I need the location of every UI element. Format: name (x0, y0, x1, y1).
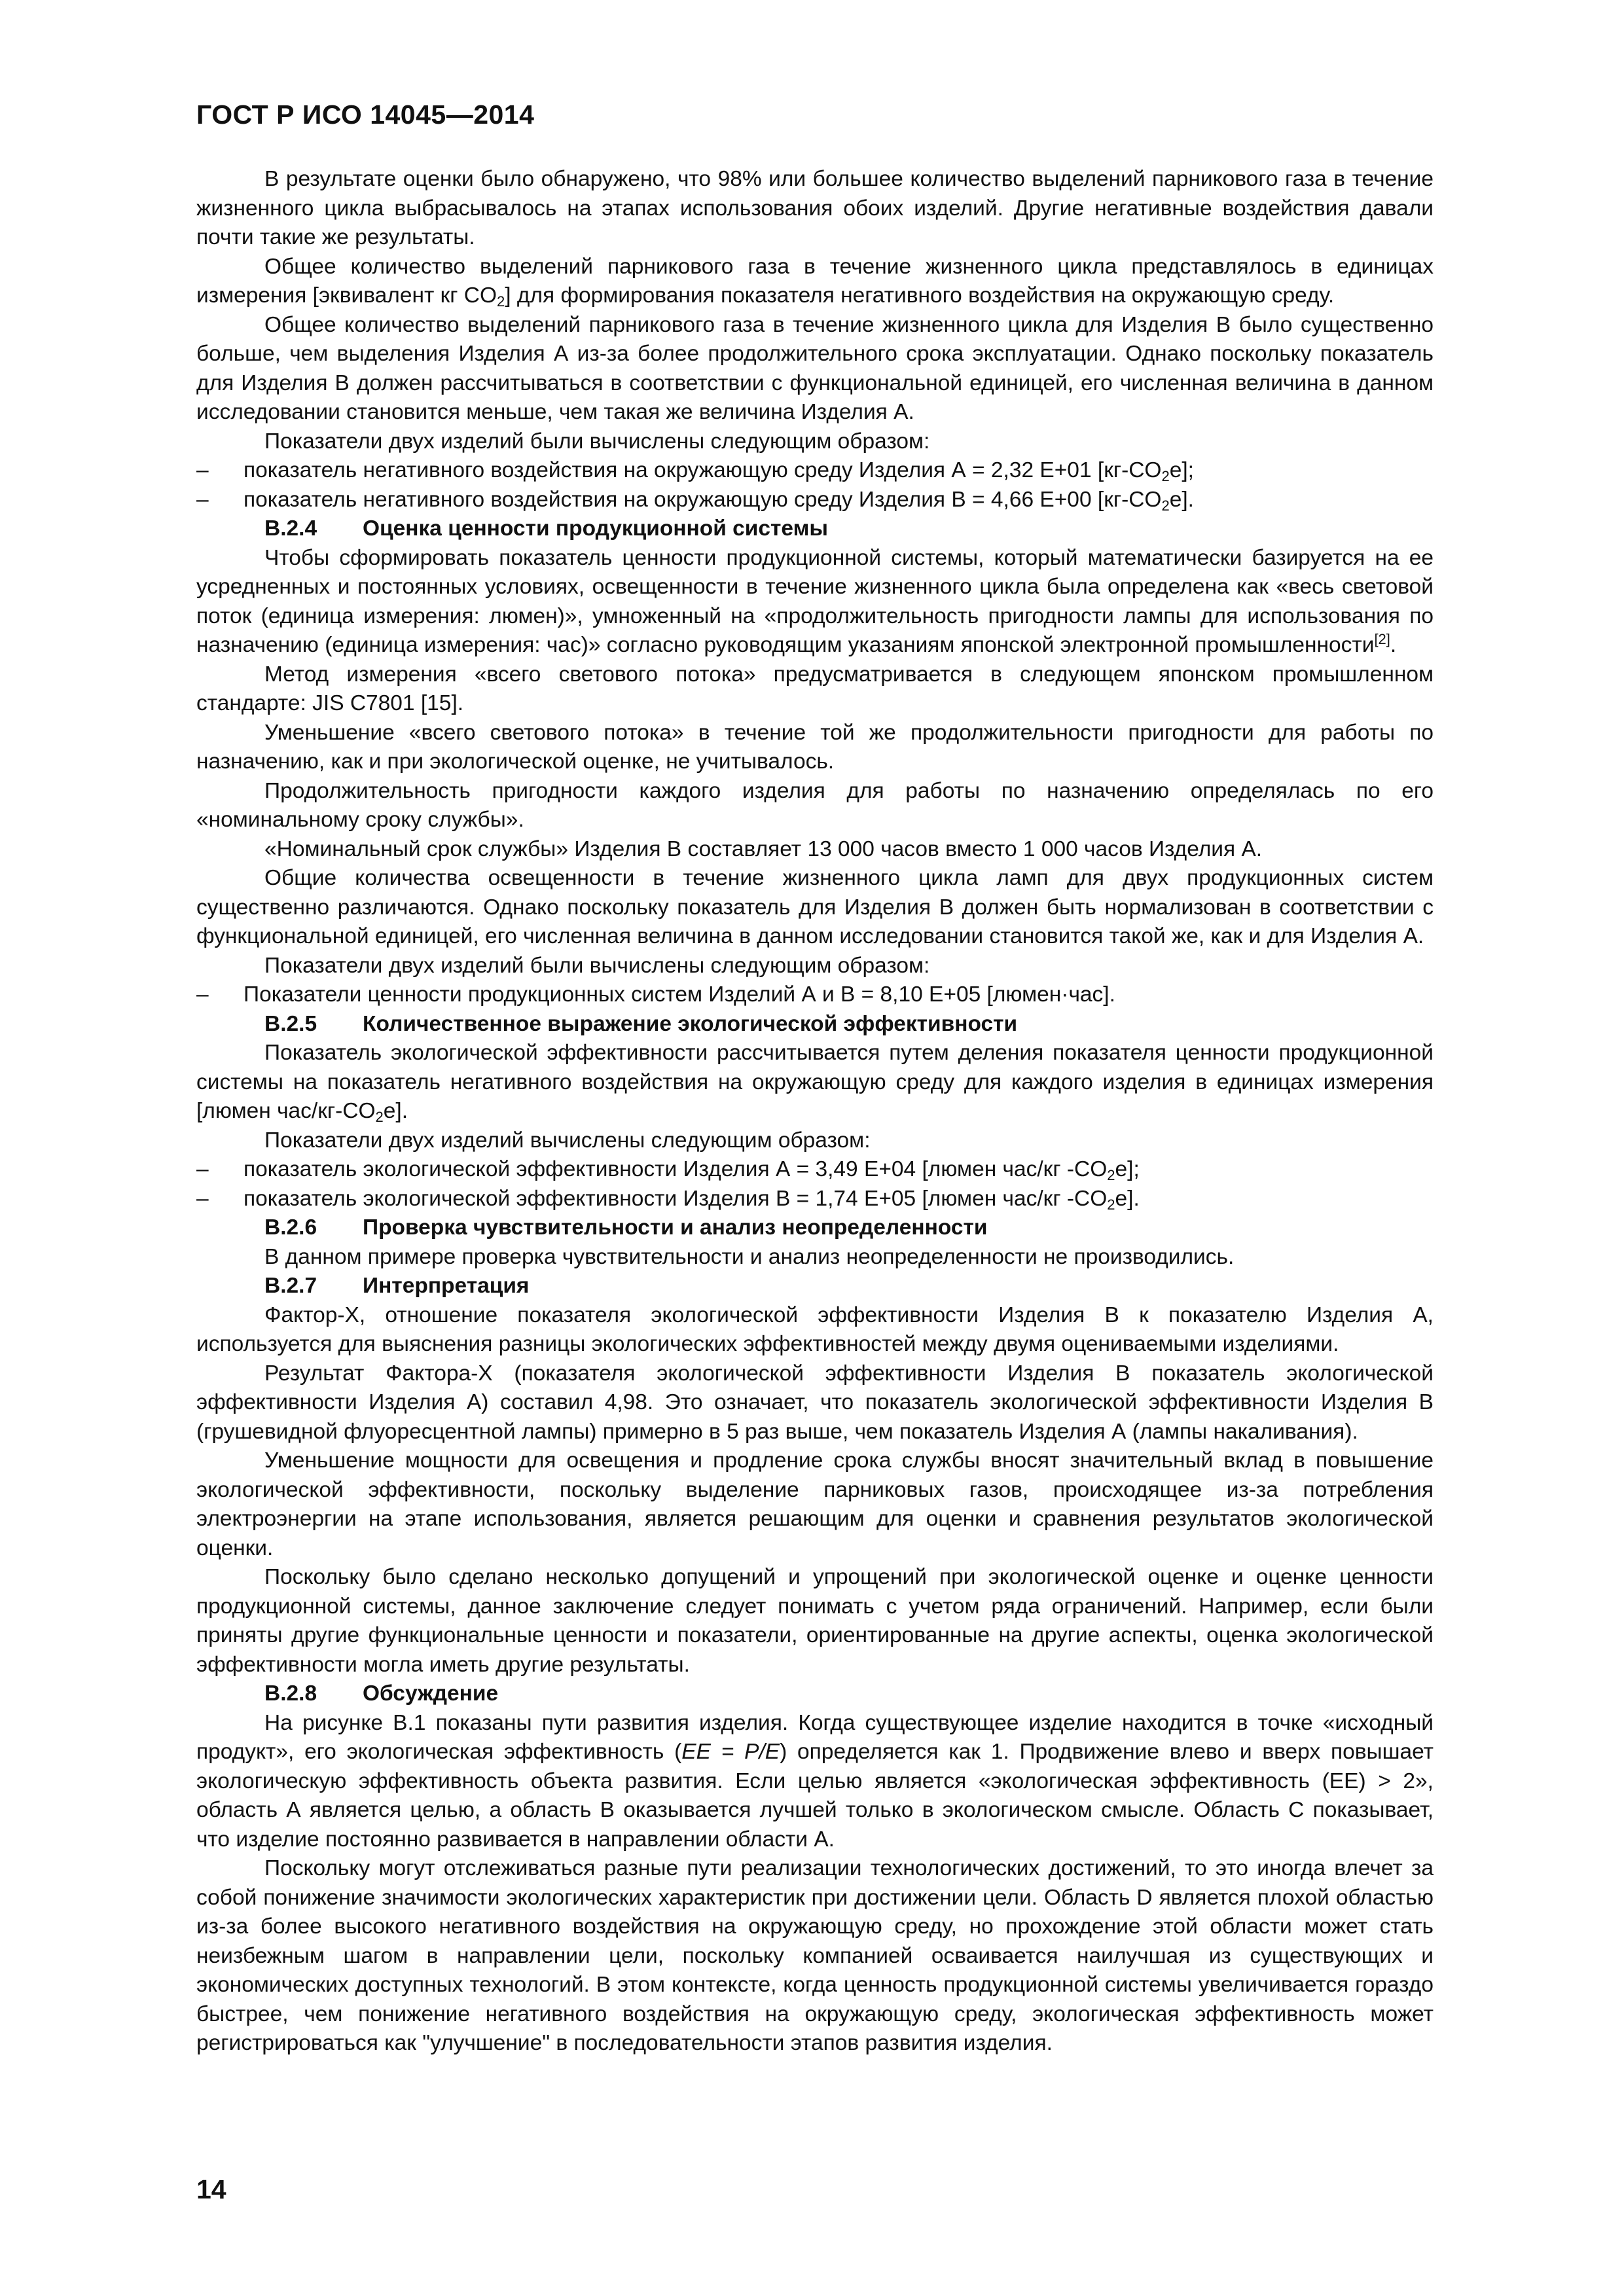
paragraph (196, 864, 1434, 952)
paragraph-text: Метод измерения «всего светового потока» предусматривается в следующем японском промышленном стандарте: JIS C7801 [15]. (196, 662, 1434, 715)
paragraph-text: Показатели двух изделий были вычислены следующим образом: (264, 429, 930, 454)
page-header-title: ГОСТ Р ИСО 14045—2014 (196, 99, 535, 130)
list-dash: – (196, 458, 209, 482)
paragraph (196, 253, 1434, 311)
paragraph (196, 165, 1434, 253)
subscript: 2 (1161, 468, 1170, 484)
paragraph (196, 1446, 1434, 1563)
paragraph (196, 777, 1434, 835)
subscript: 2 (375, 1109, 384, 1125)
paragraph (196, 1709, 1434, 1855)
paragraph-text: Показатели двух изделий были вычислены следующим образом: (264, 953, 930, 978)
section-number: В.2.6 (264, 1215, 317, 1240)
paragraph-text: Общее количество выделений парникового газа в течение жизненного цикла для Изделия В было существенно больше, чем выделения Изделия А из-за более продолжительного срока эксплуатации. Однако поскольку показатель для Изделия В должен рассчитываться в соответствии с функциональной единицей, его численная величина в данном исследовании становится меньше, чем такая же величина Изделия А. (196, 312, 1434, 424)
list-item-text (244, 456, 1434, 486)
section-heading (196, 1010, 1434, 1039)
paragraph-text: Продолжительность пригодности каждого изделия для работы по назначению определялась по его «номинальному сроку службы». (196, 778, 1434, 832)
paragraph-text: Показатели двух изделий вычислены следующим образом: (264, 1128, 871, 1153)
list-item (196, 980, 1434, 1010)
section-number: В.2.5 (264, 1011, 317, 1036)
paragraph (196, 1301, 1434, 1359)
paragraph (196, 1854, 1434, 2058)
paragraph-text: ] для формирования показателя негативного воздействия на окружающую среду. (505, 283, 1335, 308)
section-heading (196, 1213, 1434, 1243)
paragraph (196, 952, 1434, 981)
subscript: 2 (1107, 1196, 1115, 1213)
section-heading (196, 514, 1434, 544)
paragraph-text: Уменьшение мощности для освещения и продление срока службы вносят значительный вклад в повышение экологической эффективности, поскольку выделение парниковых газов, происходящее из-за потребления электроэнергии на этапе использования, является решающим для оценки и сравнения результатов экологической оценки. (196, 1448, 1434, 1560)
list-item-text (244, 1155, 1434, 1185)
paragraph-text: Показатель экологической эффективности рассчитывается путем деления показателя ценности продукционной системы на показатель негативного воздействия на окружающую среду для каждого изделия в единицах измерения [люмен час/кг-CO (196, 1041, 1434, 1123)
subscript: 2 (1107, 1167, 1115, 1183)
list-text: показатель негативного воздействия на окружающую среду Изделия В = 4,66 Е+00 [кг-CO (244, 487, 1162, 512)
list-item (196, 456, 1434, 486)
subscript: 2 (1161, 497, 1170, 514)
list-dash: – (196, 982, 209, 1007)
list-text: e]; (1169, 458, 1194, 482)
paragraph-text: . (1390, 633, 1397, 657)
list-item (196, 486, 1434, 515)
list-dash: – (196, 487, 209, 512)
paragraph (196, 427, 1434, 457)
list-text: показатель экологической эффективности Изделия В = 1,74 Е+05 [люмен час/кг -CO (244, 1186, 1108, 1211)
paragraph (196, 1126, 1434, 1156)
paragraph-text: Поскольку могут отслеживаться разные пути реализации технологических достижений, то это иногда влечет за собой понижение значимости экологических характеристик при достижении цели. Область D является плохой областью из-за более высокого негативного воздействия на окружающую среду, но прохождение этой области может стать неизбежным шагом в направлении цели, поскольку компанией осваивается наилучшая из существующих и экономических доступных технологий. В этом контексте, когда ценность продукционной системы увеличивается гораздо быстрее, чем понижение негативного воздействия на окружающую среду, экологическая эффективность может регистрироваться как "улучшение" в последовательности этапов развития изделия. (196, 1856, 1434, 2055)
section-title: Оценка ценности продукционной системы (363, 516, 828, 541)
paragraph (196, 835, 1434, 865)
section-title: Обсуждение (363, 1681, 499, 1706)
section-number: В.2.4 (264, 516, 317, 541)
paragraph (196, 660, 1434, 719)
paragraph (196, 719, 1434, 777)
paragraph-text: В результате оценки было обнаружено, что 98% или большее количество выделений парникового газа в течение жизненного цикла выбрасывалось на этапах использования обоих изделий. Другие негативные воздействия давали почти такие же результаты. (196, 167, 1434, 249)
paragraph-text: ) определяется как 1. Продвижение влево и вверх повышает экологическую эффективность объекта развития. Если целью является «экологическая эффективность (ЕЕ) > 2», область А является целью, а область В оказывается лучшей только в экологическом смысле. Область С показывает, что изделие постоянно развивается в направлении области А. (196, 1740, 1434, 1852)
paragraph-text: Уменьшение «всего светового потока» в течение той же продолжительности пригодности для работы по назначению, как и при экологической оценке, не учитывалось. (196, 720, 1434, 774)
list-text: e]; (1115, 1157, 1140, 1181)
list-text: e]. (1115, 1186, 1140, 1211)
section-number: В.2.8 (264, 1681, 317, 1706)
section-number: В.2.7 (264, 1274, 317, 1298)
list-item-text (244, 486, 1434, 515)
list-dash: – (196, 1186, 209, 1211)
section-title: Интерпретация (363, 1274, 530, 1298)
paragraph (196, 1243, 1434, 1272)
list-item-text (244, 1185, 1434, 1214)
paragraph-text: Чтобы сформировать показатель ценности продукционной системы, который математически базируется на ее усредненных и постоянных условиях, освещенности в течение жизненного цикла была определена как «весь световой поток (единица измерения: люмен)», умноженный на «продолжительность пригодности лампы для использования по назначению (единица измерения: час)» согласно руководящим указаниям японской электронной промышленности (196, 545, 1434, 657)
paragraph-text: Фактор-X, отношение показателя экологической эффективности Изделия В к показателю Изделия А, используется для выяснения разницы экологических эффективностей между двумя оцениваемыми изделиями. (196, 1302, 1434, 1356)
list-item (196, 1155, 1434, 1185)
paragraph (196, 1039, 1434, 1126)
list-item (196, 1185, 1434, 1214)
list-text: показатель негативного воздействия на окружающую среду Изделия А = 2,32 Е+01 [кг-CO (244, 458, 1162, 482)
paragraph (196, 1359, 1434, 1447)
page-number: 14 (196, 2174, 226, 2204)
paragraph-text: Общее количество выделений парникового газа в течение жизненного цикла представлялось в единицах измерения [эквивалент кг CO (196, 254, 1434, 308)
section-heading (196, 1272, 1434, 1301)
paragraph-text: Результат Фактора-X (показателя экологической эффективности Изделия В показатель экологической эффективности Изделия А) составил 4,98. Это означает, что показатель экологической эффективности Изделия В (грушевидной флуоресцентной лампы) примерно в 5 раз выше, чем показатель Изделия А (лампы накаливания). (196, 1361, 1434, 1444)
paragraph-text: Общие количества освещенности в течение жизненного цикла ламп для двух продукционных систем существенно различаются. Однако поскольку показатель для Изделия В должен быть нормализован в соответствии с функциональной единицей, его численная величина в данном исследовании становится такой же, как и для Изделия А. (196, 866, 1434, 948)
section-title: Проверка чувствительности и анализ неопределенности (363, 1215, 988, 1240)
paragraph-text: На рисунке В.1 показаны пути развития изделия. Когда существующее изделие находится в точке «исходный продукт», его экологическая эффективность ( (196, 1710, 1434, 1764)
paragraph (196, 311, 1434, 427)
list-dash: – (196, 1157, 209, 1181)
subscript: 2 (497, 293, 505, 310)
paragraph-text: «Номинальный срок службы» Изделия В составляет 13 000 часов вместо 1 000 часов Изделия А. (264, 836, 1263, 861)
paragraph-text: В данном примере проверка чувствительности и анализ неопределенности не производились. (264, 1244, 1235, 1269)
paragraph-text: Поскольку было сделано несколько допущений и упрощений при экологической оценке и оценке ценности продукционной системы, данное заключение следует понимать с учетом ряда ограничений. Например, если были приняты другие функциональные ценности и показатели, ориентированные на другие аспекты, оценка экологической эффективности могла иметь другие результаты. (196, 1565, 1434, 1677)
formula: EE = P/E (681, 1740, 780, 1764)
paragraph (196, 1563, 1434, 1679)
list-text: показатель экологической эффективности Изделия А = 3,49 Е+04 [люмен час/кг -CO (244, 1157, 1108, 1181)
paragraph-text: e]. (383, 1099, 408, 1123)
list-item-text: Показатели ценности продукционных систем Изделий А и В = 8,10 Е+05 [люмен·час]. (244, 982, 1115, 1007)
reference-superscript: [2] (1374, 631, 1390, 647)
page-body (196, 165, 1434, 2058)
section-heading (196, 1679, 1434, 1709)
paragraph (196, 544, 1434, 660)
section-title: Количественное выражение экологической эффективности (363, 1011, 1018, 1036)
list-text: e]. (1169, 487, 1194, 512)
